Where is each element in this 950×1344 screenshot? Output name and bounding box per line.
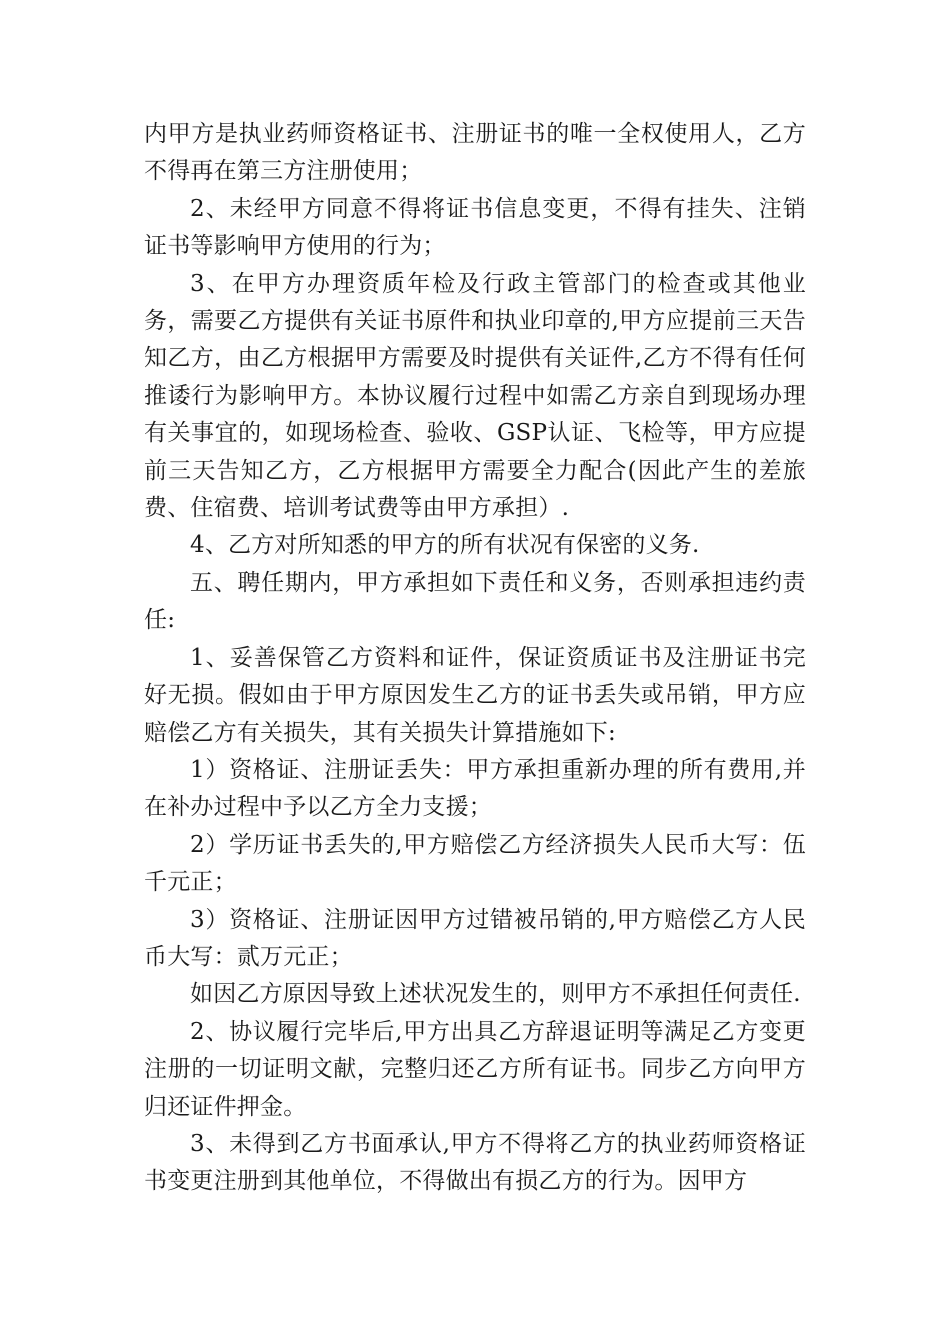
paragraph-12: 3、未得到乙方书面承认,甲方不得将乙方的执业药师资格证书变更注册到其他单位，不得做出有损乙方的行为。因甲方 [144,1130,806,1195]
paragraph-9: 3）资格证、注册证因甲方过错被吊销的,甲方赔偿乙方人民币大写：贰万元正； [144,906,806,970]
paragraph-3: 3、在甲方办理资质年检及行政主管部门的检查或其他业务，需要乙方提供有关证书原件和执业印章的,甲方应提前三天告知乙方，由乙方根据甲方需要及时提供有关证件,乙方不得有任何推诿行为影响甲方。本协议履行过程中如需乙方亲自到现场办理有关事宜的，如现场检查、验收、GSP认证、飞检等，甲方应提前三天告知乙方，乙方根据甲方需要全力配合(因此产生的差旅费、住宿费、培训考试费等由甲方承担）. [144,270,806,522]
paragraph-2: 2、未经甲方同意不得将证书信息变更，不得有挂失、注销证书等影响甲方使用的行为； [144,195,806,260]
document-page [144,116,806,1201]
paragraph-4: 4、乙方对所知悉的甲方的所有状况有保密的义务. [190,532,700,559]
paragraph-10: 如因乙方原因导致上述状况发生的，则甲方不承担任何责任. [190,981,801,1008]
paragraph-6: 1、妥善保管乙方资料和证件，保证资质证书及注册证书完好无损。假如由于甲方原因发生乙方的证书丢失或吊销，甲方应赔偿乙方有关损失，其有关损失计算措施如下: [144,644,806,746]
paragraph-5: 五、聘任期内，甲方承担如下责任和义务，否则承担违约责任: [144,569,806,634]
paragraph-1: 内甲方是执业药师资格证书、注册证书的唯一全权使用人，乙方不得再在第三方注册使用； [144,121,806,185]
paragraph-7: 1）资格证、注册证丢失：甲方承担重新办理的所有费用,并在补办过程中予以乙方全力支援； [144,756,806,821]
paragraph-11: 2、协议履行完毕后,甲方出具乙方辞退证明等满足乙方变更注册的一切证明文献，完整归还乙方所有证书。同步乙方向甲方归还证件押金。 [144,1018,806,1120]
paragraph-8: 2）学历证书丢失的,甲方赔偿乙方经济损失人民币大写：伍千元正； [144,831,806,896]
